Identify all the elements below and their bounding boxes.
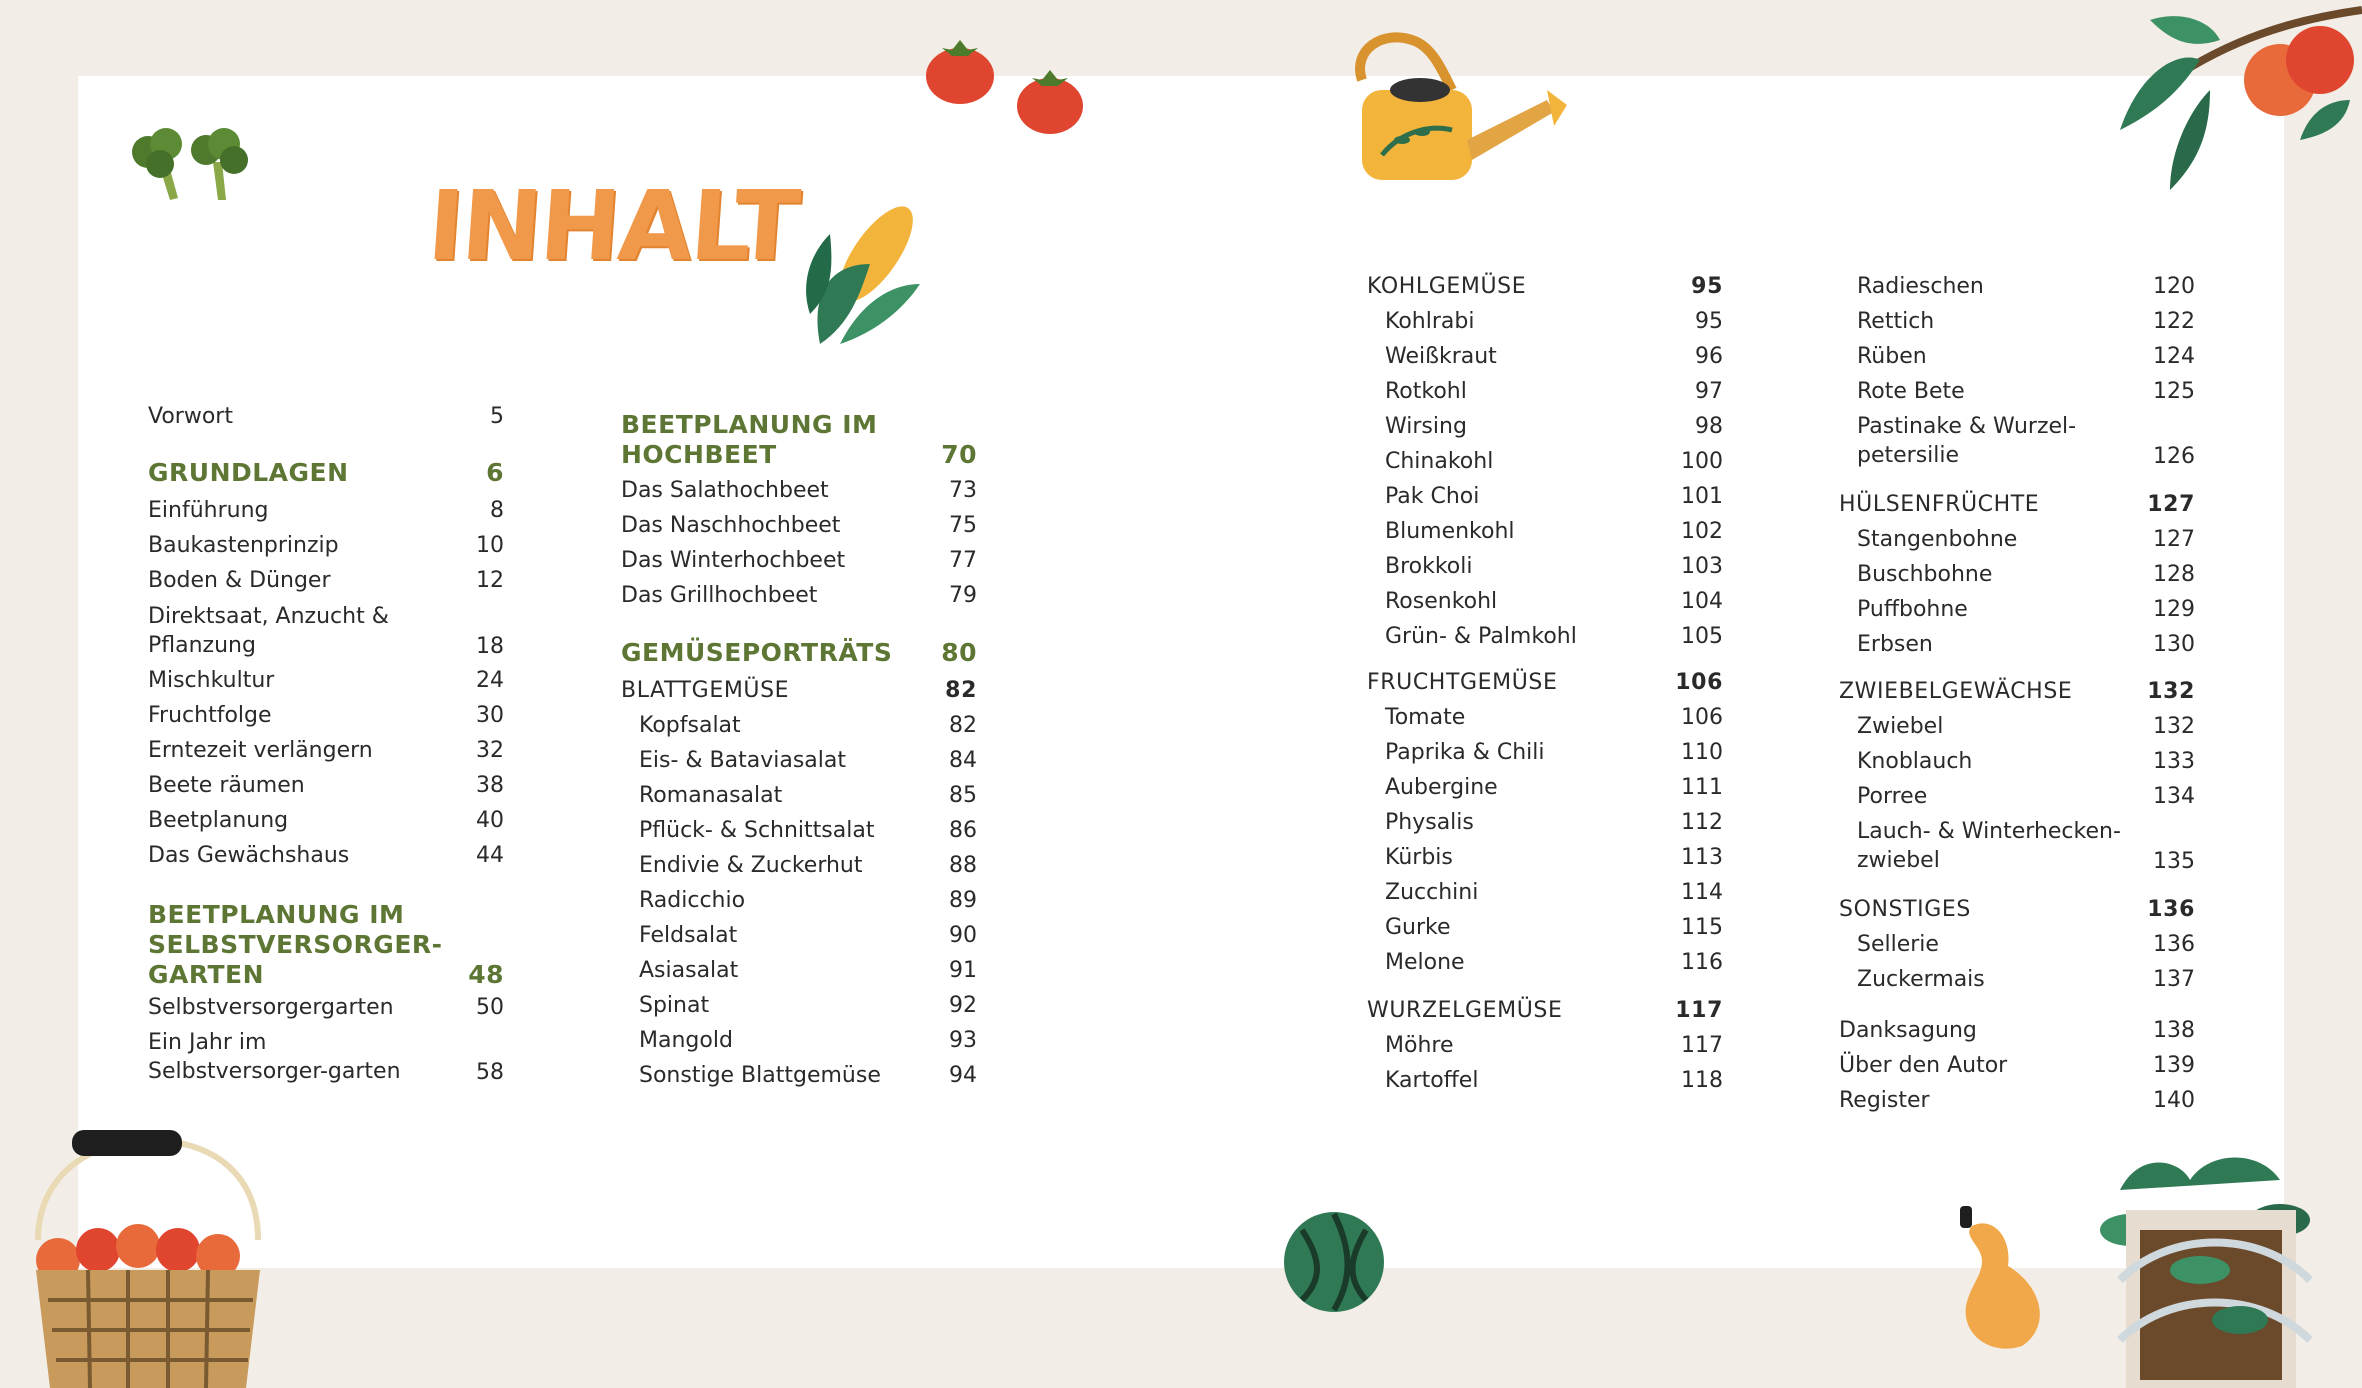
toc-entry <box>1367 913 1723 943</box>
toc-entry <box>621 581 977 611</box>
toc-entry-label: Sonstige Blattgemüse <box>639 1063 881 1088</box>
toc-entry-label: Asiasalat <box>639 958 739 983</box>
toc-entry <box>1367 948 1723 978</box>
toc-entry-page: 125 <box>2153 379 2195 404</box>
toc-entry-page: 130 <box>2153 632 2195 657</box>
toc-entry-page: 103 <box>1681 554 1723 579</box>
toc-entry <box>621 546 977 576</box>
toc-entry-page: 98 <box>1695 414 1723 439</box>
toc-entry-page: 79 <box>949 583 977 608</box>
toc-entry-label: GEMÜSEPORTRÄTS <box>621 638 893 667</box>
toc-entry <box>1839 1086 2195 1116</box>
toc-entry <box>1367 773 1723 803</box>
toc-entry-page: 8 <box>490 498 504 523</box>
toc-entry-page: 128 <box>2153 562 2195 587</box>
toc-entry-label: Das Winterhochbeet <box>621 548 846 573</box>
toc-entry-label: Zucchini <box>1385 880 1479 905</box>
toc-entry <box>1367 1066 1723 1096</box>
toc-entry-page: 140 <box>2153 1088 2195 1113</box>
corn-icon <box>790 194 930 354</box>
toc-entry <box>1839 895 2195 925</box>
toc-entry <box>1367 587 1723 617</box>
toc-entry-page: 137 <box>2153 967 2195 992</box>
toc-entry-label: Register <box>1839 1088 1930 1113</box>
toc-entry-page: 111 <box>1681 775 1723 800</box>
toc-entry-page: 92 <box>949 993 977 1018</box>
toc-entry <box>1367 843 1723 873</box>
toc-entry <box>1367 377 1723 407</box>
toc-entry-label: Aubergine <box>1385 775 1498 800</box>
toc-entry-page: 32 <box>476 738 504 763</box>
toc-entry <box>1839 272 2195 302</box>
toc-entry-page: 88 <box>949 853 977 878</box>
toc-entry <box>1839 595 2195 625</box>
toc-entry <box>1839 965 2195 995</box>
toc-entry <box>1367 668 1723 698</box>
toc-entry-page: 134 <box>2153 784 2195 809</box>
toc-entry <box>148 1028 504 1088</box>
toc-entry-label: HÜLSENFRÜCHTE <box>1839 492 2040 517</box>
toc-entry-page: 5 <box>490 404 504 429</box>
toc-entry-label: Endivie & Zuckerhut <box>639 853 863 878</box>
toc-entry-page: 114 <box>1681 880 1723 905</box>
toc-entry-label: Radieschen <box>1857 274 1984 299</box>
toc-entry <box>1367 808 1723 838</box>
toc-entry <box>621 1061 977 1091</box>
toc-entry-page: 127 <box>2147 492 2195 517</box>
toc-entry-page: 106 <box>1675 670 1723 695</box>
toc-entry-label: Rettich <box>1857 309 1935 334</box>
toc-entry-label: Pflück- & Schnittsalat <box>639 818 875 843</box>
toc-entry-page: 82 <box>945 678 977 703</box>
toc-entry-page: 138 <box>2153 1018 2195 1043</box>
toc-entry-page: 84 <box>949 748 977 773</box>
toc-entry-label: Tomate <box>1385 705 1466 730</box>
toc-entry-page: 89 <box>949 888 977 913</box>
toc-entry-page: 106 <box>1681 705 1723 730</box>
toc-entry-page: 129 <box>2153 597 2195 622</box>
toc-entry-label: Stangenbohne <box>1857 527 2018 552</box>
toc-entry <box>1839 630 2195 660</box>
toc-entry-page: 77 <box>949 548 977 573</box>
toc-entry-label: Beetplanung <box>148 808 289 833</box>
toc-entry-page: 100 <box>1681 449 1723 474</box>
toc-entry-label: Über den Autor <box>1839 1053 2008 1078</box>
toc-entry-label: Mischkultur <box>148 668 275 693</box>
toc-entry <box>1839 1016 2195 1046</box>
toc-entry-page: 132 <box>2153 714 2195 739</box>
toc-entry <box>621 476 977 506</box>
toc-entry <box>1839 677 2195 707</box>
toc-entry-page: 127 <box>2153 527 2195 552</box>
raised-bed-icon <box>2090 1150 2332 1388</box>
toc-entry <box>621 921 977 951</box>
toc-entry-label: FRUCHTGEMÜSE <box>1367 670 1558 695</box>
toc-entry-page: 135 <box>2153 849 2195 874</box>
toc-entry-page: 70 <box>941 440 977 469</box>
toc-entry <box>1367 482 1723 512</box>
toc-entry <box>1367 272 1723 302</box>
toc-entry-label: Zuckermais <box>1857 967 1985 992</box>
toc-entry-page: 104 <box>1681 589 1723 614</box>
toc-entry <box>1839 560 2195 590</box>
toc-entry-label: Romanasalat <box>639 783 783 808</box>
toc-entry-label: Brokkoli <box>1385 554 1473 579</box>
apple-branch-icon <box>2110 0 2362 192</box>
toc-entry-page: 82 <box>949 713 977 738</box>
toc-entry-page: 136 <box>2147 897 2195 922</box>
toc-entry-label: Baukastenprinzip <box>148 533 339 558</box>
toc-entry-page: 85 <box>949 783 977 808</box>
toc-entry <box>148 736 504 766</box>
toc-entry <box>1367 307 1723 337</box>
toc-entry-label: ZWIEBELGEWÄCHSE <box>1839 679 2073 704</box>
toc-entry <box>1839 782 2195 812</box>
toc-entry <box>148 771 504 801</box>
toc-entry-page: 93 <box>949 1028 977 1053</box>
toc-entry-label: Rote Bete <box>1857 379 1965 404</box>
toc-entry-page: 113 <box>1681 845 1723 870</box>
toc-entry-page: 102 <box>1681 519 1723 544</box>
toc-entry-label: Pastinake & Wurzel-petersilie <box>1857 414 2077 468</box>
toc-entry-label: Mangold <box>639 1028 733 1053</box>
toc-entry-label: SONSTIGES <box>1839 897 1971 922</box>
toc-entry <box>148 602 504 662</box>
toc-entry-page: 95 <box>1695 309 1723 334</box>
toc-entry <box>1839 490 2195 520</box>
toc-entry-label: Sellerie <box>1857 932 1939 957</box>
toc-entry-page: 80 <box>941 638 977 667</box>
basket-icon <box>28 1130 268 1388</box>
toc-entry <box>1839 747 2195 777</box>
toc-entry <box>1367 996 1723 1026</box>
toc-entry-label: Rüben <box>1857 344 1927 369</box>
watering-can-icon <box>1342 30 1572 200</box>
toc-entry <box>1839 412 2195 472</box>
toc-entry-label: Wirsing <box>1385 414 1467 439</box>
toc-entry-label: Das Salathochbeet <box>621 478 829 503</box>
toc-entry-label: Melone <box>1385 950 1465 975</box>
toc-entry <box>148 496 504 526</box>
toc-entry-page: 105 <box>1681 624 1723 649</box>
toc-entry <box>148 806 504 836</box>
toc-entry <box>1839 1051 2195 1081</box>
watermelon-icon <box>1282 1210 1386 1314</box>
toc-entry <box>1367 738 1723 768</box>
toc-entry <box>148 841 504 871</box>
toc-entry-page: 73 <box>949 478 977 503</box>
toc-entry-label: Ein Jahr im Selbstversorger-garten <box>148 1030 401 1084</box>
toc-entry-page: 116 <box>1681 950 1723 975</box>
toc-entry-label: Kohlrabi <box>1385 309 1475 334</box>
toc-entry <box>621 410 977 470</box>
toc-entry-label: GRUNDLAGEN <box>148 458 349 487</box>
toc-entry-label: Rotkohl <box>1385 379 1467 404</box>
toc-entry <box>621 511 977 541</box>
toc-entry <box>148 900 504 990</box>
toc-entry-page: 48 <box>468 960 504 989</box>
toc-entry-page: 132 <box>2147 679 2195 704</box>
toc-entry <box>621 676 977 706</box>
page-title: INHALT <box>424 170 802 282</box>
toc-entry <box>1839 817 2195 877</box>
toc-entry-label: Spinat <box>639 993 710 1018</box>
toc-entry <box>1367 552 1723 582</box>
toc-entry-page: 6 <box>486 458 504 487</box>
toc-entry-page: 120 <box>2153 274 2195 299</box>
toc-entry <box>621 746 977 776</box>
toc-entry-label: Danksagung <box>1839 1018 1977 1043</box>
butternut-squash-icon <box>1952 1206 2058 1352</box>
toc-entry-label: Direktsaat, Anzucht & Pflanzung <box>148 604 389 658</box>
toc-entry-label: Vorwort <box>148 404 233 429</box>
toc-entry-page: 101 <box>1681 484 1723 509</box>
toc-entry-page: 50 <box>476 995 504 1020</box>
toc-entry-label: Pak Choi <box>1385 484 1480 509</box>
toc-entry-label: Physalis <box>1385 810 1474 835</box>
toc-entry <box>621 991 977 1021</box>
toc-entry <box>1367 1031 1723 1061</box>
toc-entry-label: Buschbohne <box>1857 562 1993 587</box>
toc-entry-label: Kartoffel <box>1385 1068 1479 1093</box>
toc-entry-label: Knoblauch <box>1857 749 1973 774</box>
toc-entry <box>621 638 977 670</box>
toc-entry <box>148 701 504 731</box>
toc-entry <box>148 402 504 432</box>
toc-entry <box>1839 307 2195 337</box>
toc-entry-page: 112 <box>1681 810 1723 835</box>
toc-entry <box>1367 447 1723 477</box>
toc-entry-label: WURZELGEMÜSE <box>1367 998 1563 1023</box>
toc-entry-label: Gurke <box>1385 915 1451 940</box>
toc-entry-page: 94 <box>949 1063 977 1088</box>
broccoli-icon <box>118 122 260 202</box>
toc-entry-label: Porree <box>1857 784 1928 809</box>
toc-entry-label: Grün- & Palmkohl <box>1385 624 1577 649</box>
toc-entry-label: BEETPLANUNG IM SELBSTVERSORGER-GARTEN <box>148 900 443 989</box>
toc-entry-label: Rosenkohl <box>1385 589 1498 614</box>
toc-entry <box>1839 930 2195 960</box>
toc-entry-label: BEETPLANUNG IM HOCHBEET <box>621 410 878 469</box>
toc-entry <box>621 851 977 881</box>
toc-entry-label: Kürbis <box>1385 845 1453 870</box>
toc-entry <box>1839 525 2195 555</box>
toc-entry-page: 133 <box>2153 749 2195 774</box>
toc-entry-page: 124 <box>2153 344 2195 369</box>
toc-entry <box>1367 412 1723 442</box>
toc-entry-label: Kopfsalat <box>639 713 741 738</box>
toc-entry-label: Erntezeit verlängern <box>148 738 373 763</box>
toc-entry <box>1367 878 1723 908</box>
toc-entry <box>1367 622 1723 652</box>
toc-entry <box>621 816 977 846</box>
toc-entry-page: 126 <box>2153 444 2195 469</box>
toc-entry-page: 95 <box>1691 274 1723 299</box>
toc-entry-label: Lauch- & Winterhecken-zwiebel <box>1857 819 2121 873</box>
toc-entry <box>1367 703 1723 733</box>
toc-entry-label: Radicchio <box>639 888 746 913</box>
toc-entry-page: 91 <box>949 958 977 983</box>
toc-entry-page: 115 <box>1681 915 1723 940</box>
toc-entry-label: Das Grillhochbeet <box>621 583 818 608</box>
toc-entry-label: Das Naschhochbeet <box>621 513 841 538</box>
toc-entry-label: Puffbohne <box>1857 597 1968 622</box>
toc-entry-page: 86 <box>949 818 977 843</box>
toc-entry <box>621 956 977 986</box>
toc-entry-label: Chinakohl <box>1385 449 1494 474</box>
toc-entry-label: KOHLGEMÜSE <box>1367 274 1527 299</box>
toc-entry-page: 24 <box>476 668 504 693</box>
toc-entry-label: Selbstversorgergarten <box>148 995 394 1020</box>
toc-entry <box>1839 342 2195 372</box>
toc-entry-label: Weißkraut <box>1385 344 1497 369</box>
toc-entry-page: 90 <box>949 923 977 948</box>
toc-entry <box>621 781 977 811</box>
toc-entry-label: Beete räumen <box>148 773 305 798</box>
toc-entry <box>148 531 504 561</box>
toc-entry-label: Erbsen <box>1857 632 1933 657</box>
toc-entry-label: Eis- & Bataviasalat <box>639 748 847 773</box>
toc-entry-page: 139 <box>2153 1053 2195 1078</box>
tomato-icon <box>922 36 1086 140</box>
toc-entry-label: Boden & Dünger <box>148 568 331 593</box>
toc-entry-page: 12 <box>476 568 504 593</box>
toc-entry <box>621 711 977 741</box>
toc-entry-page: 44 <box>476 843 504 868</box>
toc-entry <box>148 666 504 696</box>
toc-entry-page: 97 <box>1695 379 1723 404</box>
toc-entry-label: Zwiebel <box>1857 714 1944 739</box>
toc-entry-page: 117 <box>1681 1033 1723 1058</box>
toc-entry-page: 18 <box>476 634 504 659</box>
toc-entry-label: Einführung <box>148 498 269 523</box>
toc-entry <box>1367 342 1723 372</box>
toc-entry-label: Feldsalat <box>639 923 738 948</box>
toc-entry-page: 110 <box>1681 740 1723 765</box>
toc-entry-page: 136 <box>2153 932 2195 957</box>
toc-entry-page: 40 <box>476 808 504 833</box>
toc-entry <box>1839 377 2195 407</box>
toc-entry-label: BLATTGEMÜSE <box>621 678 790 703</box>
toc-entry <box>148 566 504 596</box>
toc-entry <box>621 1026 977 1056</box>
toc-entry-page: 117 <box>1675 998 1723 1023</box>
toc-entry-label: Fruchtfolge <box>148 703 272 728</box>
toc-entry-page: 30 <box>476 703 504 728</box>
toc-entry <box>148 458 504 490</box>
toc-entry <box>1839 712 2195 742</box>
toc-entry-page: 75 <box>949 513 977 538</box>
toc-entry-label: Möhre <box>1385 1033 1454 1058</box>
toc-entry-page: 122 <box>2153 309 2195 334</box>
toc-entry-label: Paprika & Chili <box>1385 740 1545 765</box>
toc-entry-page: 58 <box>476 1060 504 1085</box>
toc-entry-page: 38 <box>476 773 504 798</box>
toc-entry-page: 96 <box>1695 344 1723 369</box>
toc-entry-label: Blumenkohl <box>1385 519 1515 544</box>
toc-entry-page: 10 <box>476 533 504 558</box>
toc-entry <box>1367 517 1723 547</box>
toc-entry <box>621 886 977 916</box>
toc-entry-page: 118 <box>1681 1068 1723 1093</box>
toc-entry-label: Das Gewächshaus <box>148 843 350 868</box>
toc-entry <box>148 993 504 1023</box>
